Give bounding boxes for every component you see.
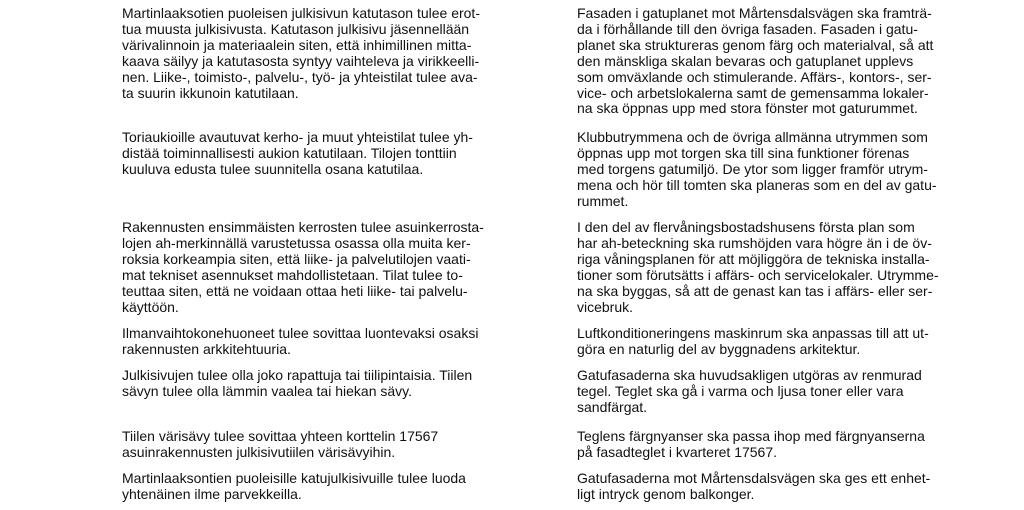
text-line: rakennusten arkkitehtuuria. [122,340,291,357]
text-line: Julkisivujen tulee olla joko rapattuja tai tiilipintaisia. Tiilen [122,367,473,383]
text-line: yhtenäinen ilme parvekkeilla. [122,485,302,502]
text-line: Rakennusten ensimmäisten kerrosten tulee asuinkerrosta- [122,219,484,235]
text-line: kaava säilyy ja katutasosta syntyy vaihteleva ja virikkeelli- [122,52,480,69]
text-line: ta suurin ikkunoin katutilaan. [122,84,299,101]
text-line: teuttaa siten, että ne voidaan ottaa heti liike- tai palvelu- [122,282,468,299]
text-line: planet ska struktureras genom färg och materialval, så att [577,36,934,53]
text-line: kuuluva edusta tulee suunnitella osana katutilaa. [122,160,424,177]
text-line: rummet. [577,192,629,209]
text-line: riga våningsplanen för att möjliggöra de tekniska installa- [577,250,930,267]
finnish-paragraph-ventilation-rooms [122,326,478,358]
finnish-paragraph-brick-color [122,429,438,461]
text-line: na ska öppnas upp med stora fönster mot gaturummet. [577,100,918,117]
text-line: den mänskliga skalan bevaras och gatuplanet upplevs [577,52,914,69]
text-line: Klubbutrymmena och de övriga allmänna utrymmen som [577,129,928,145]
text-line: Martinlaaksontien puoleisille katujulkisivuille tulee luoda [122,470,466,486]
swedish-paragraph-brick-color [577,429,925,461]
text-line: som omväxlande och stimulerande. Affärs-, kontors-, ser- [577,68,932,85]
text-line: roksia korkeampia siten, että liike- ja palvelutilojen vaati- [122,250,471,267]
text-line: Luftkonditioneringens maskinrum ska anpassas till att ut- [577,325,929,341]
text-line: käyttöön. [122,298,179,315]
swedish-paragraph-facade-materials [577,368,922,416]
text-line: mena och hör till tomten ska planeras som en del av gatu- [577,176,937,193]
text-line: tua muusta julkisivusta. Katutason julkisivu jäsennellään [122,20,470,37]
text-line: mat tekniset asennukset mahdollistetaan. Tilat tulee to- [122,266,463,283]
text-line: på fasadteglet i kvarteret 17567. [577,443,778,460]
text-line: asuinrakennusten julkisivutiilen värisävyihin. [122,443,396,460]
swedish-paragraph-first-floor-height [577,220,939,315]
text-line: vicebruk. [577,298,634,315]
text-line: Teglens färgnyanser ska passa ihop med färgnyanserna [577,428,925,444]
text-line: lojen ah-merkinnällä varustetussa osassa olla muita ker- [122,234,471,251]
text-line: nen. Liike-, toimisto-, palvelu-, työ- ja yhteistilat tulee ava- [122,68,478,85]
text-line: Fasaden i gatuplanet mot Mårtensdalsvägen ska framträ- [577,5,932,21]
finnish-paragraph-first-floor-height [122,220,484,315]
text-line: I den del av flervåningsbostadshusens första plan som [577,219,915,235]
text-line: Gatufasaderna mot Mårtensdalsvägen ska ges ett enhet- [577,470,931,486]
text-line: distää toiminnallisesti aukion katutilaan. Tilojen tonttiin [122,144,457,161]
text-line: ligt intryck genom balkonger. [577,485,755,502]
text-line: da i förhållande till den övriga fasaden. Fasaden i gatu- [577,20,918,37]
finnish-paragraph-square-facilities [122,130,473,178]
text-line: har ah-beteckning ska rumshöjden vara högre än i de öv- [577,234,932,251]
text-line: Martinlaaksotien puoleisen julkisivun katutason tulee erot- [122,5,480,21]
text-line: göra en naturlig del av byggnadens arkitektur. [577,340,861,357]
swedish-paragraph-square-facilities [577,130,937,210]
text-line: vice- och arbetslokalerna samt de gemensamma lokaler- [577,84,929,101]
text-line: tioner som förutsätts i affärs- och servicelokaler. Utrymme- [577,266,939,283]
finnish-paragraph-facade-materials [122,368,472,400]
text-line: sandfärgat. [577,398,648,415]
finnish-paragraph-balconies [122,471,466,503]
text-line: Toriaukioille avautuvat kerho- ja muut yhteistilat tulee yh- [122,129,473,145]
text-line: med torgens gatumiljö. De ytor som ligger framför utrym- [577,160,928,177]
swedish-paragraph-ventilation-rooms [577,326,929,358]
text-line: Tiilen värisävy tulee sovittaa yhteen korttelin 17567 [122,428,439,444]
text-line: Ilmanvaihtokonehuoneet tulee sovittaa luontevaksi osaksi [122,325,479,341]
text-line: tegel. Teglet ska gå i varma och ljusa toner eller vara [577,382,904,399]
swedish-paragraph-street-level-facade [577,6,933,117]
text-line: Gatufasaderna ska huvudsakligen utgöras av renmurad [577,367,922,383]
text-line: na ska byggas, så att de genast kan tas i affärs- eller ser- [577,282,933,299]
text-line: öppnas upp mot torgen ska till sina funktioner förenas [577,144,910,161]
swedish-paragraph-balconies [577,471,930,503]
text-line: sävyn tulee olla lämmin vaalea tai hiekan sävy. [122,382,413,399]
finnish-paragraph-street-level-facade [122,6,480,101]
text-line: värivalinnoin ja materiaalein siten, että inhimillinen mitta- [122,36,472,53]
